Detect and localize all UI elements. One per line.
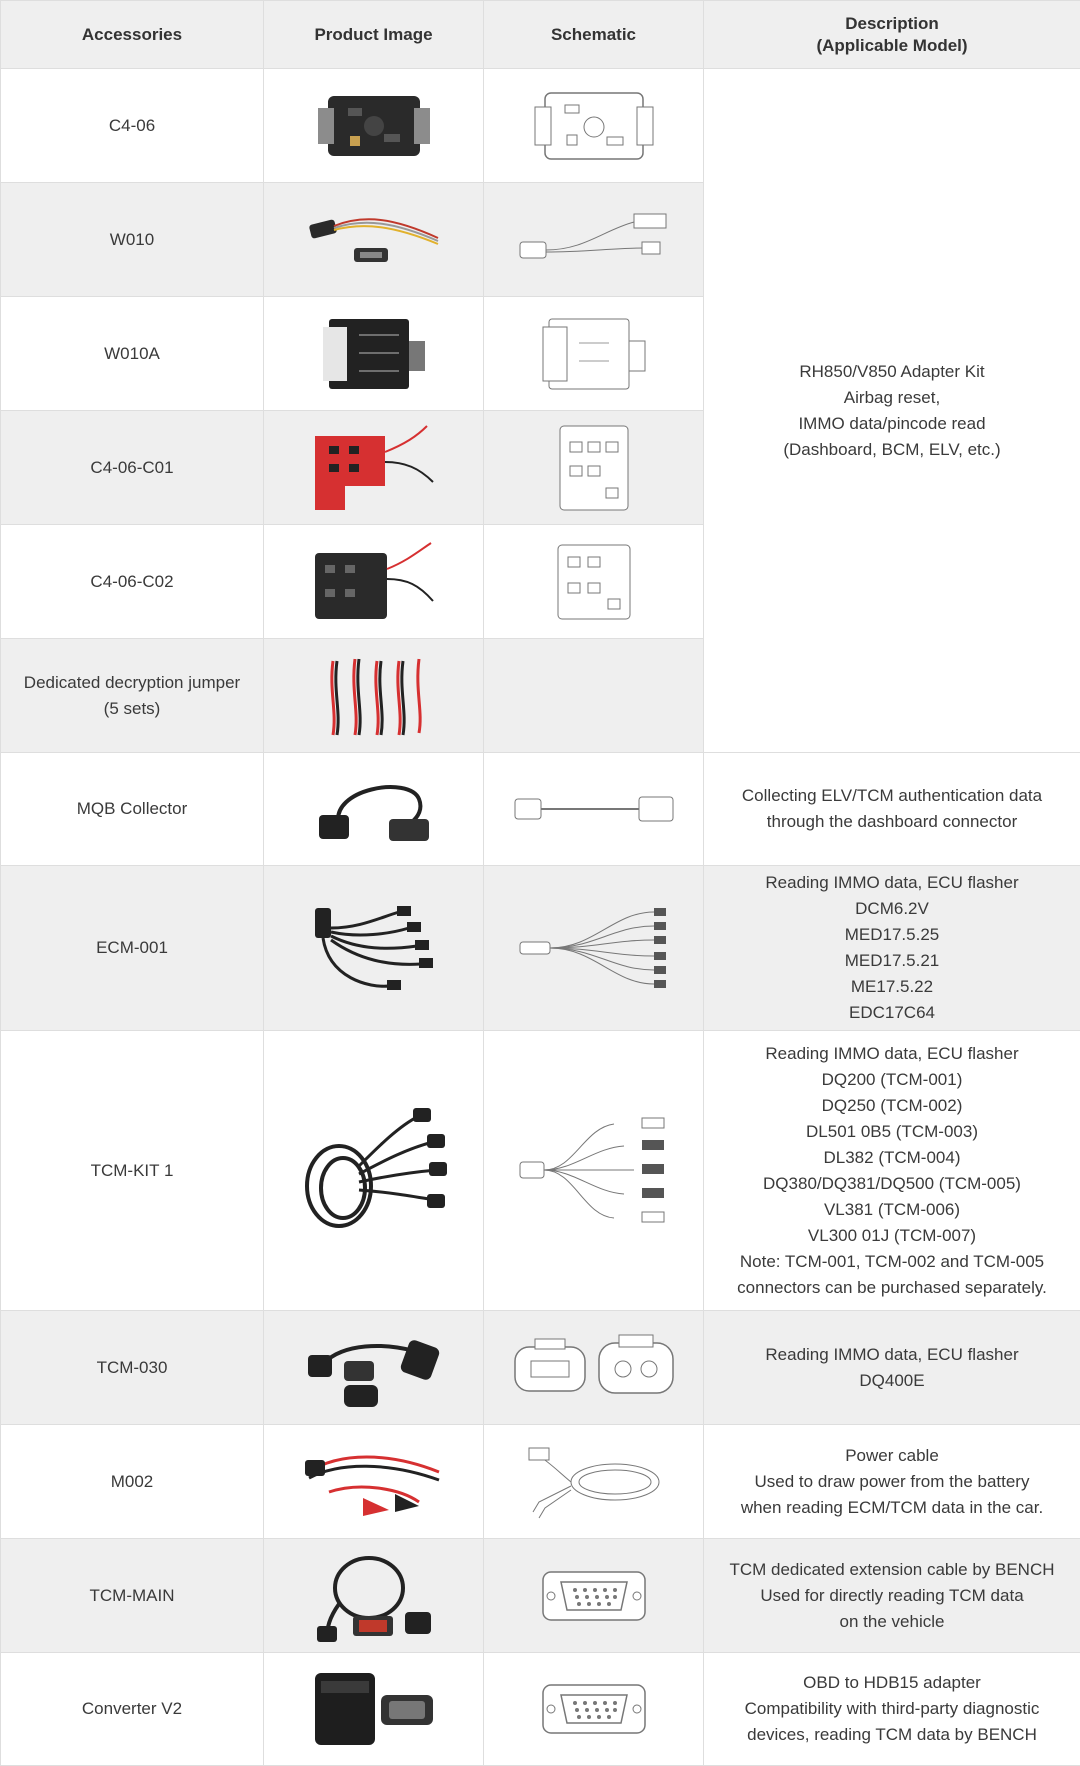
product-image-cell bbox=[264, 1311, 484, 1425]
accessory-name: C4-06-C02 bbox=[1, 525, 264, 639]
accessory-name: TCM-MAIN bbox=[1, 1539, 264, 1653]
schematic-cell bbox=[484, 1425, 704, 1539]
accessory-name: MQB Collector bbox=[1, 753, 264, 866]
cable-schematic-icon bbox=[514, 208, 674, 272]
description-converter bbox=[704, 1653, 1080, 1766]
description-line: (Dashboard, BCM, ELV, etc.) bbox=[710, 437, 1074, 463]
schematic-cell bbox=[484, 183, 704, 297]
description-line: RH850/V850 Adapter Kit bbox=[710, 359, 1074, 385]
accessory-name: TCM-030 bbox=[1, 1311, 264, 1425]
plug-schematic-icon bbox=[509, 1333, 679, 1403]
adapter-board-icon bbox=[314, 90, 434, 162]
description-mqb bbox=[704, 753, 1080, 866]
schematic-cell bbox=[484, 69, 704, 183]
description-tcmkit bbox=[704, 1031, 1080, 1311]
description-line: Used to draw power from the battery bbox=[710, 1469, 1074, 1495]
description-line: MED17.5.25 bbox=[710, 922, 1074, 948]
description-line: Note: TCM-001, TCM-002 and TCM-005 bbox=[710, 1249, 1074, 1275]
schematic-cell bbox=[484, 1311, 704, 1425]
cable-icon bbox=[309, 769, 439, 849]
accessory-name bbox=[1, 639, 264, 753]
power-cable-icon bbox=[299, 1442, 449, 1522]
description-line: VL381 (TCM-006) bbox=[710, 1197, 1074, 1223]
product-image-cell bbox=[264, 525, 484, 639]
description-line: Collecting ELV/TCM authentication data bbox=[710, 783, 1074, 809]
table-row bbox=[1, 1653, 1080, 1766]
description-line: MED17.5.21 bbox=[710, 948, 1074, 974]
header-description bbox=[704, 1, 1080, 69]
table-row bbox=[1, 866, 1080, 1031]
schematic-cell bbox=[484, 753, 704, 866]
description-tcm030 bbox=[704, 1311, 1080, 1425]
description-line: TCM dedicated extension cable by BENCH bbox=[710, 1557, 1074, 1583]
description-line: DQ380/DQ381/DQ500 (TCM-005) bbox=[710, 1171, 1074, 1197]
description-line: connectors can be purchased separately. bbox=[710, 1275, 1074, 1301]
board-schematic-icon bbox=[529, 87, 659, 165]
description-line: DL382 (TCM-004) bbox=[710, 1145, 1074, 1171]
accessory-name: C4-06 bbox=[1, 69, 264, 183]
schematic-cell bbox=[484, 1653, 704, 1766]
header-product-image: Product Image bbox=[264, 1, 484, 69]
description-rh850 bbox=[704, 69, 1080, 753]
product-image-cell bbox=[264, 1031, 484, 1311]
description-line: OBD to HDB15 adapter bbox=[710, 1670, 1074, 1696]
schematic-cell bbox=[484, 866, 704, 1031]
description-line: Compatibility with third-party diagnostic bbox=[710, 1696, 1074, 1722]
schematic-cell bbox=[484, 1031, 704, 1311]
multi-connector-cable-icon bbox=[299, 1096, 449, 1246]
table-row bbox=[1, 1311, 1080, 1425]
schematic-cell bbox=[484, 411, 704, 525]
table-row bbox=[1, 1031, 1080, 1311]
accessory-name-line2: (5 sets) bbox=[7, 696, 257, 722]
description-line: DQ400E bbox=[710, 1368, 1074, 1394]
product-image-cell bbox=[264, 1425, 484, 1539]
accessory-name-line1: Dedicated decryption jumper bbox=[7, 670, 257, 696]
adapter-board-icon bbox=[319, 313, 429, 395]
obd-adapter-icon bbox=[309, 1667, 439, 1751]
description-tcmmain bbox=[704, 1539, 1080, 1653]
jumper-wires-icon bbox=[319, 651, 429, 741]
description-line: IMMO data/pincode read bbox=[710, 411, 1074, 437]
schematic-cell bbox=[484, 525, 704, 639]
accessory-name: C4-06-C01 bbox=[1, 411, 264, 525]
header-description-line2: (Applicable Model) bbox=[710, 35, 1074, 57]
product-image-cell bbox=[264, 183, 484, 297]
table-row bbox=[1, 69, 1080, 183]
accessory-name: Converter V2 bbox=[1, 1653, 264, 1766]
accessory-name: TCM-KIT 1 bbox=[1, 1031, 264, 1311]
product-image-cell bbox=[264, 69, 484, 183]
description-line: EDC17C64 bbox=[710, 1000, 1074, 1026]
description-line: Used for directly reading TCM data bbox=[710, 1583, 1074, 1609]
db15-port-schematic-icon bbox=[539, 1677, 649, 1741]
red-board-icon bbox=[309, 422, 439, 514]
table-row bbox=[1, 1539, 1080, 1653]
header-schematic: Schematic bbox=[484, 1, 704, 69]
description-line: when reading ECM/TCM data in the car. bbox=[710, 1495, 1074, 1521]
cable-icon bbox=[304, 1323, 444, 1413]
description-line: Power cable bbox=[710, 1443, 1074, 1469]
accessory-name: ECM-001 bbox=[1, 866, 264, 1031]
description-ecm bbox=[704, 866, 1080, 1031]
description-line: Airbag reset, bbox=[710, 385, 1074, 411]
product-image-cell bbox=[264, 753, 484, 866]
cable-icon bbox=[309, 1548, 439, 1644]
db15-port-schematic-icon bbox=[539, 1564, 649, 1628]
adapter-board-icon bbox=[309, 539, 439, 625]
description-line: DL501 0B5 (TCM-003) bbox=[710, 1119, 1074, 1145]
schematic-cell bbox=[484, 639, 704, 753]
schematic-cell bbox=[484, 297, 704, 411]
cable-icon bbox=[304, 208, 444, 272]
description-line: Reading IMMO data, ECU flasher bbox=[710, 870, 1074, 896]
product-image-cell bbox=[264, 639, 484, 753]
product-image-cell bbox=[264, 297, 484, 411]
accessory-name: W010A bbox=[1, 297, 264, 411]
board-schematic-icon bbox=[554, 422, 634, 514]
accessory-name: M002 bbox=[1, 1425, 264, 1539]
product-image-cell bbox=[264, 866, 484, 1031]
description-line: VL300 01J (TCM-007) bbox=[710, 1223, 1074, 1249]
description-line: Reading IMMO data, ECU flasher bbox=[710, 1041, 1074, 1067]
board-schematic-icon bbox=[552, 539, 636, 625]
header-description-line1: Description bbox=[710, 13, 1074, 35]
cable-schematic-icon bbox=[509, 789, 679, 829]
table-row bbox=[1, 1425, 1080, 1539]
schematic-cell bbox=[484, 1539, 704, 1653]
header-accessories: Accessories bbox=[1, 1, 264, 69]
table-row bbox=[1, 753, 1080, 866]
description-line: ME17.5.22 bbox=[710, 974, 1074, 1000]
description-m002 bbox=[704, 1425, 1080, 1539]
description-line: Reading IMMO data, ECU flasher bbox=[710, 1342, 1074, 1368]
description-line: DQ200 (TCM-001) bbox=[710, 1067, 1074, 1093]
header-row bbox=[1, 1, 1080, 69]
product-image-cell bbox=[264, 411, 484, 525]
description-line: DQ250 (TCM-002) bbox=[710, 1093, 1074, 1119]
description-line: devices, reading TCM data by BENCH bbox=[710, 1722, 1074, 1748]
description-line: through the dashboard connector bbox=[710, 809, 1074, 835]
multi-connector-schematic-icon bbox=[514, 1116, 674, 1226]
product-image-cell bbox=[264, 1653, 484, 1766]
power-cable-schematic-icon bbox=[519, 1442, 669, 1522]
board-schematic-icon bbox=[539, 313, 649, 395]
accessory-name: W010 bbox=[1, 183, 264, 297]
product-image-cell bbox=[264, 1539, 484, 1653]
multi-connector-cable-icon bbox=[309, 898, 439, 998]
multi-connector-schematic-icon bbox=[514, 906, 674, 990]
description-line: DCM6.2V bbox=[710, 896, 1074, 922]
description-line: on the vehicle bbox=[710, 1609, 1074, 1635]
